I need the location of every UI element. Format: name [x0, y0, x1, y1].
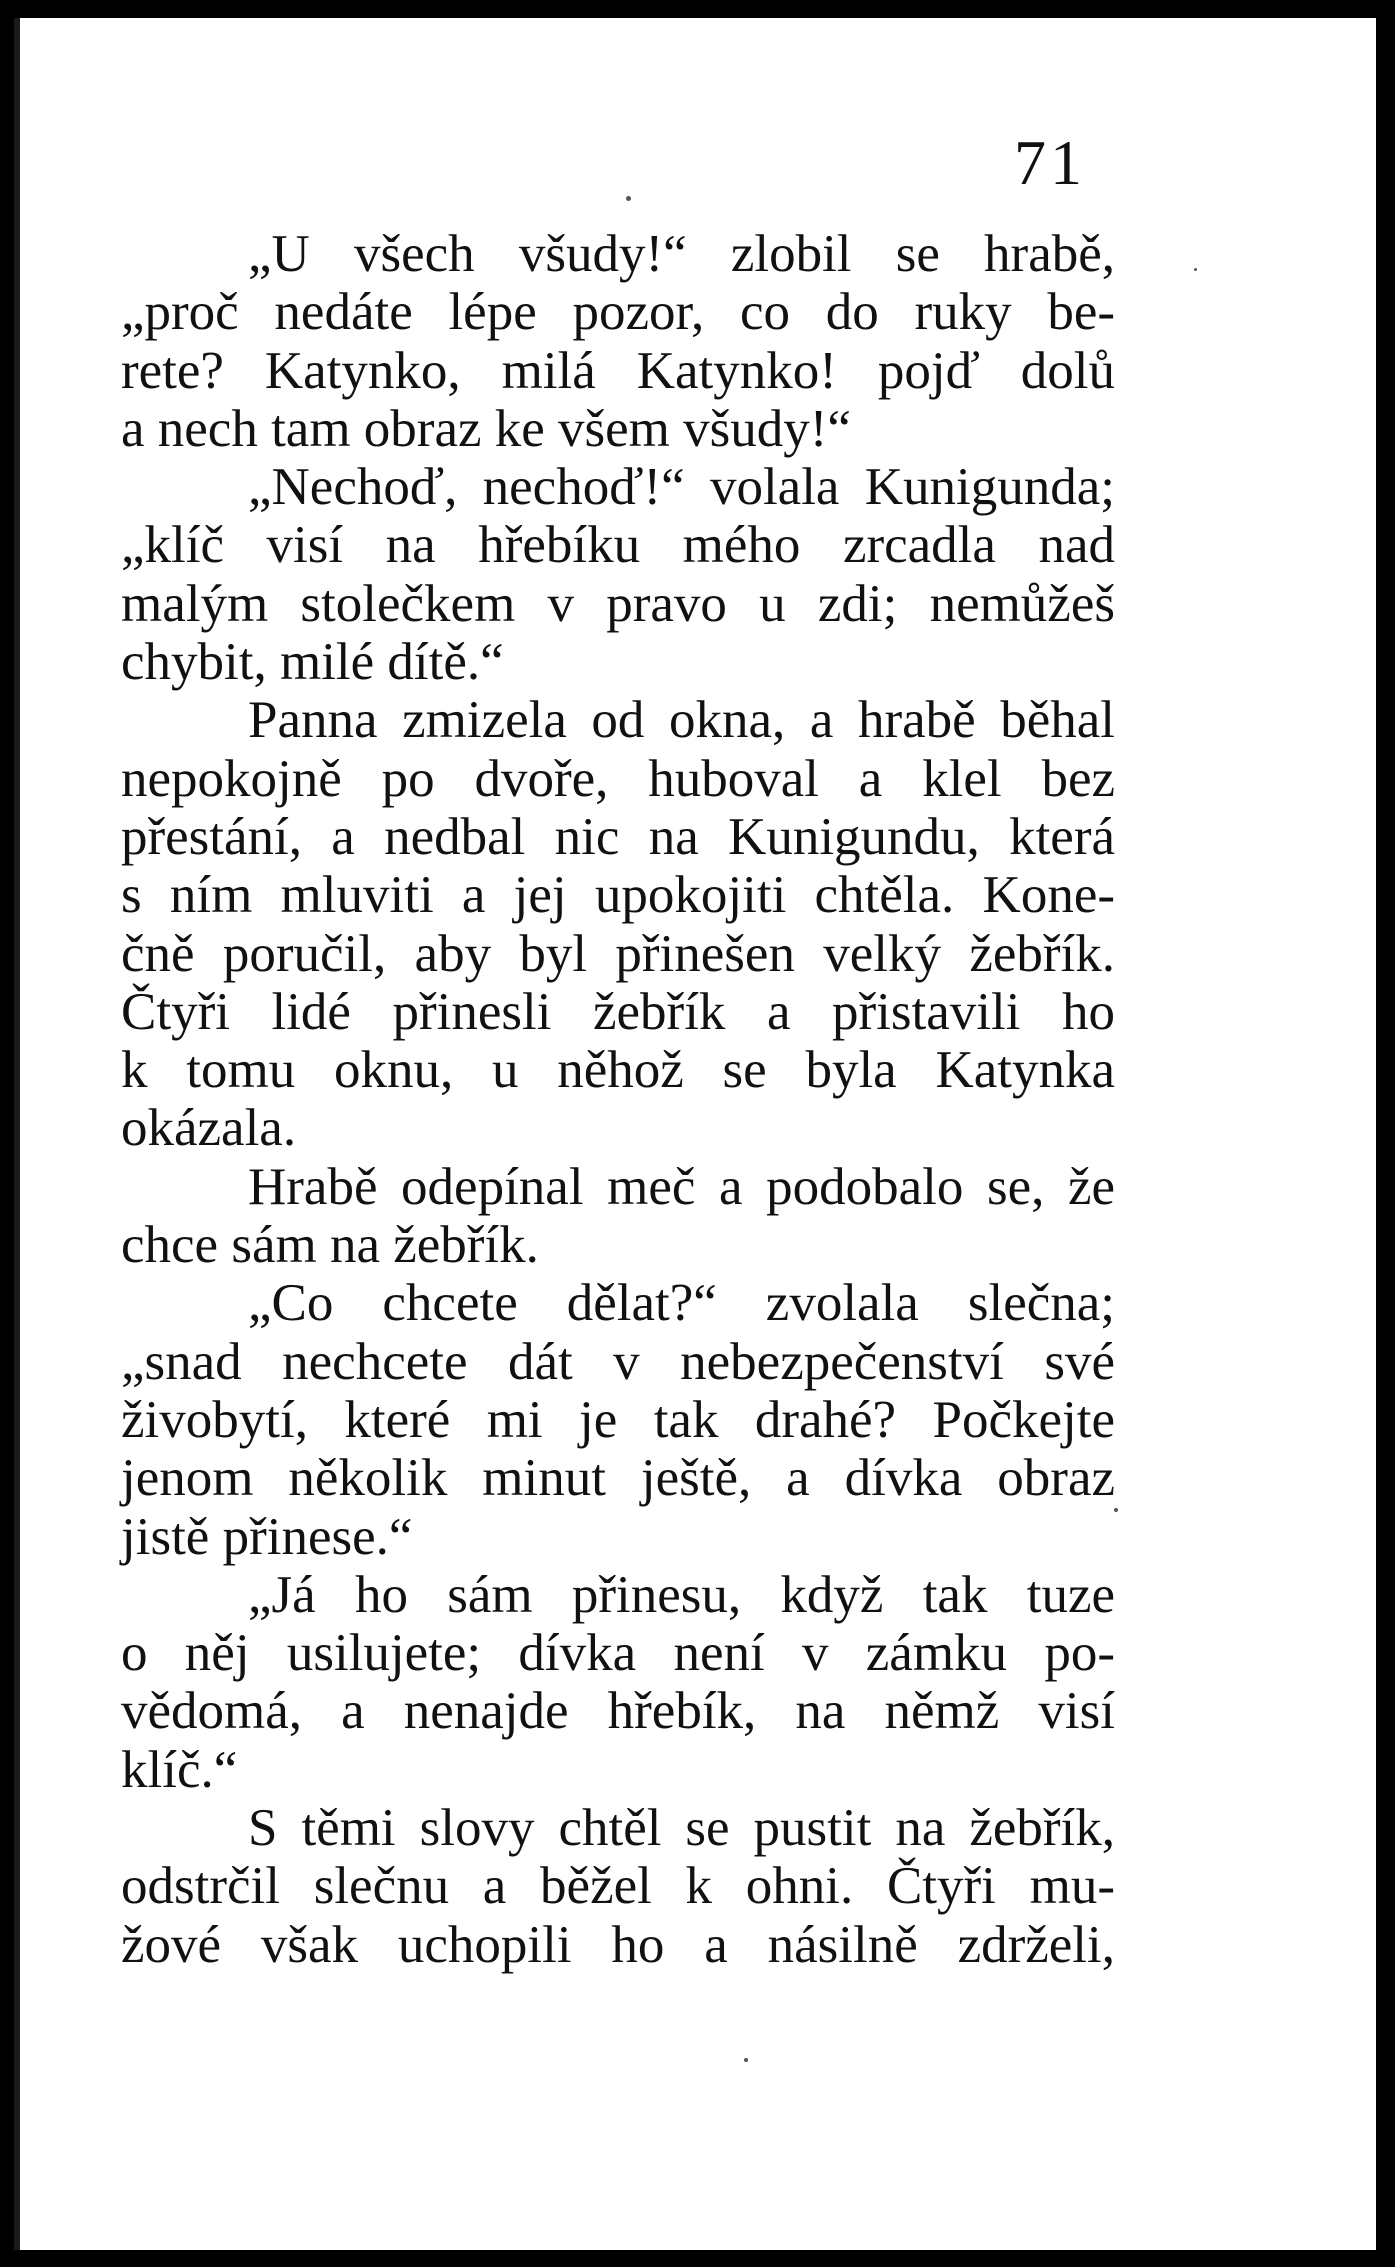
- text-line: živobytí, které mi je tak drahé? Počkejte: [121, 1390, 1115, 1449]
- text-line: k tomu oknu, u něhož se byla Katynka: [121, 1041, 1115, 1100]
- text-line: „Co chcete dělat?“ zvolala slečna;: [248, 1274, 1115, 1333]
- text-line: vědomá, a nenajde hřebík, na němž visí: [121, 1682, 1115, 1741]
- text-line: žové však uchopili ho a násilně zdrželi,: [121, 1915, 1115, 1974]
- text-line: Hrabě odepínal meč a podobalo se, že: [248, 1157, 1115, 1216]
- text-line: okázala.: [121, 1099, 297, 1158]
- text-line: „proč nedáte lépe pozor, co do ruky be-: [121, 283, 1115, 342]
- text-line: malým stolečkem v pravo u zdi; nemůžeš: [121, 574, 1115, 633]
- text-line: chybit, milé dítě.“: [121, 633, 504, 692]
- text-line: S těmi slovy chtěl se pustit na žebřík,: [248, 1799, 1115, 1858]
- text-line: nepokojně po dvoře, huboval a klel bez: [121, 749, 1115, 808]
- text-line: „snad nechcete dát v nebezpečenství své: [121, 1332, 1115, 1391]
- print-speck: [626, 196, 631, 201]
- print-speck: [744, 2058, 748, 2062]
- page-edge-rule: [14, 18, 20, 2250]
- text-line: Čtyři lidé přinesli žebřík a přistavili ho: [121, 982, 1115, 1041]
- text-line: chce sám na žebřík.: [121, 1216, 539, 1275]
- text-line: jenom několik minut ještě, a dívka obraz: [121, 1449, 1115, 1508]
- print-speck: [1194, 268, 1197, 271]
- text-line: s ním mluviti a jej upokojiti chtěla. Kone-: [121, 866, 1115, 925]
- text-line: čně poručil, aby byl přinešen velký žebřík.: [121, 924, 1115, 983]
- text-line: jistě přinese.“: [121, 1507, 413, 1566]
- book-page: [14, 18, 1376, 2250]
- text-line: „Já ho sám přinesu, když tak tuze: [248, 1565, 1115, 1624]
- text-line: odstrčil slečnu a běžel k ohni. Čtyři mu-: [121, 1857, 1115, 1916]
- text-line: o něj usilujete; dívka není v zámku po-: [121, 1624, 1115, 1683]
- page-number: 71: [1014, 127, 1086, 198]
- text-line: klíč.“: [121, 1740, 238, 1799]
- text-line: a nech tam obraz ke všem všudy!“: [121, 399, 851, 458]
- print-speck: [1114, 1508, 1118, 1512]
- text-line: „Nechoď, nechoď!“ volala Kunigunda;: [248, 458, 1115, 517]
- text-line: „klíč visí na hřebíku mého zrcadla nad: [121, 516, 1115, 575]
- text-line: rete? Katynko, milá Katynko! pojď dolů: [121, 341, 1115, 400]
- text-line: přestání, a nedbal nic na Kunigundu, která: [121, 807, 1115, 866]
- text-line: Panna zmizela od okna, a hrabě běhal: [248, 691, 1115, 750]
- body-text: [121, 225, 1115, 1974]
- text-line: „U všech všudy!“ zlobil se hrabě,: [248, 225, 1115, 283]
